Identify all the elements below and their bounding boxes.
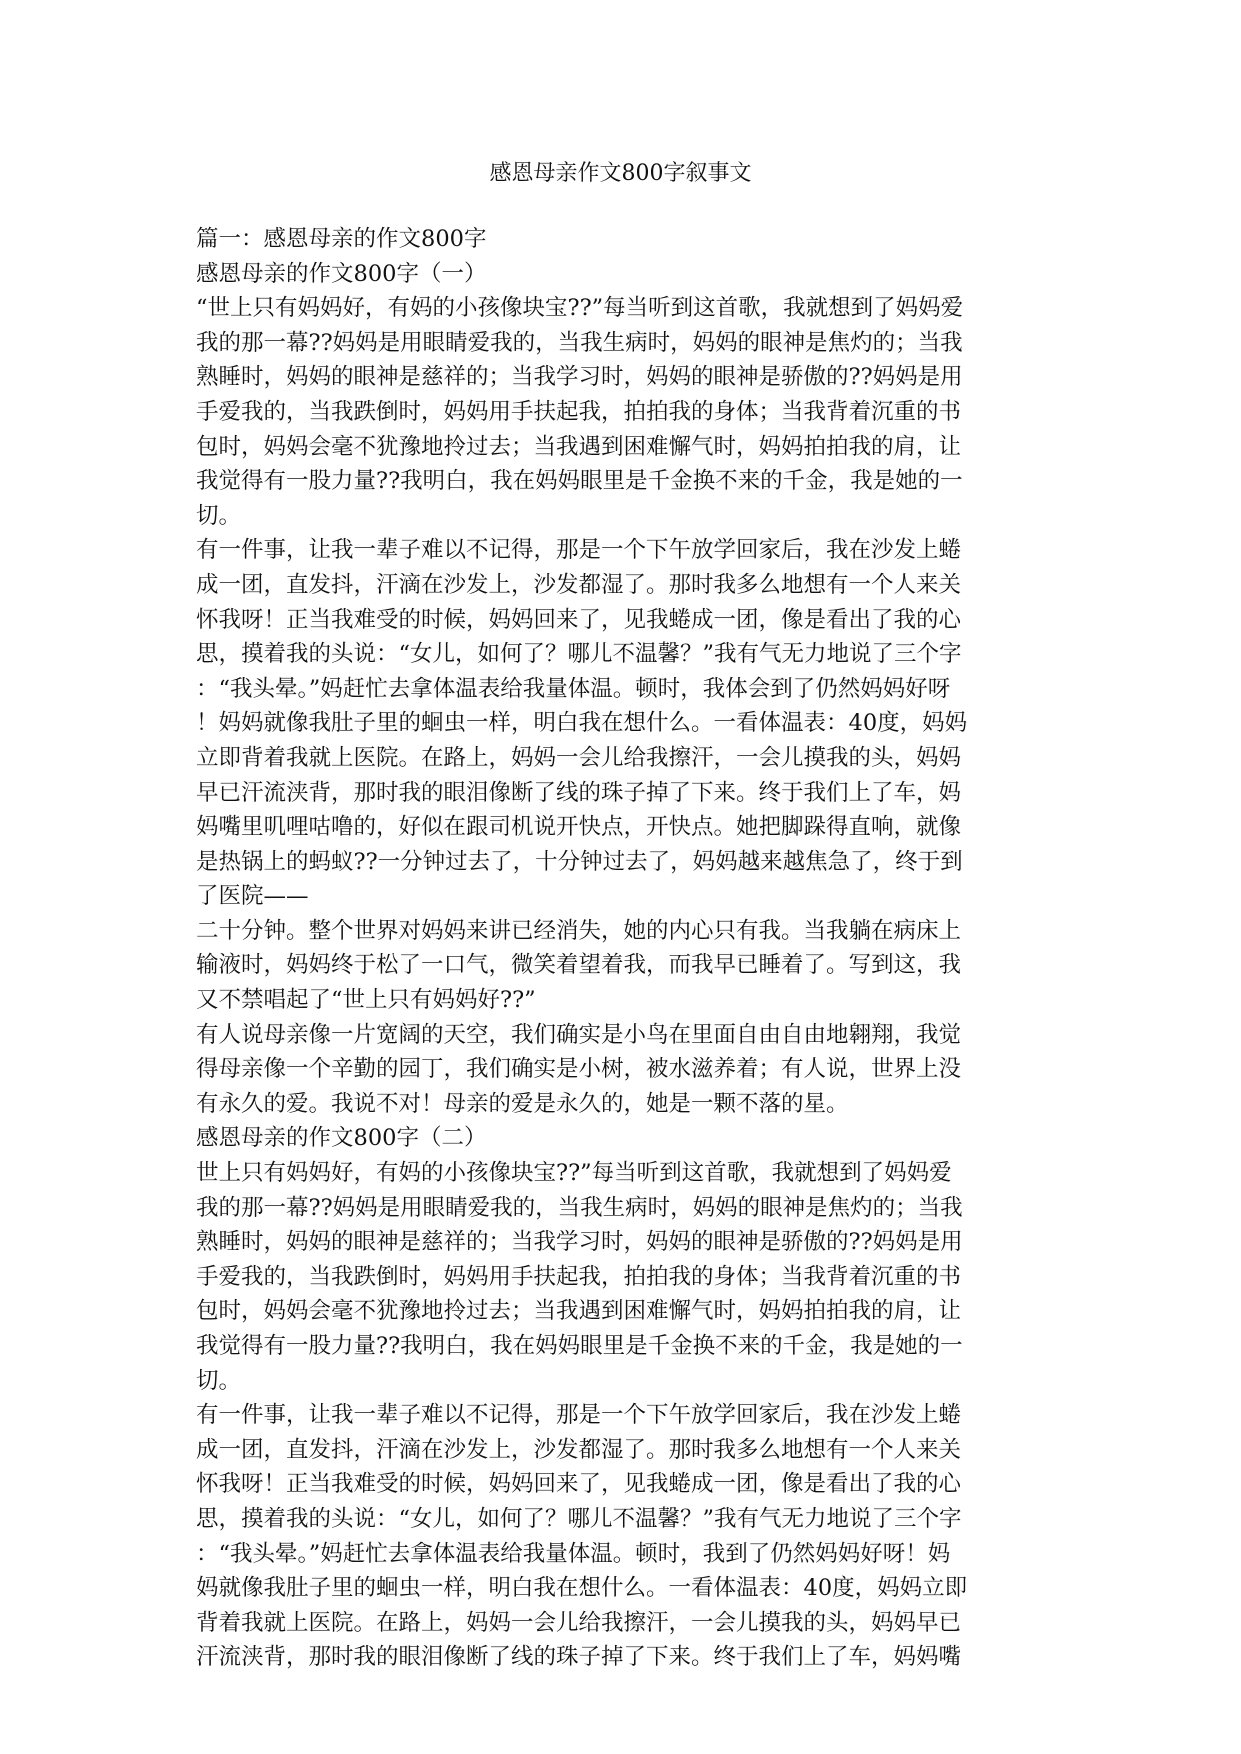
document-body [196,222,1046,1675]
text-line: “世上只有妈妈好，有妈的小孩像块宝??”每当听到这首歌，我就想到了妈妈爱 [196,295,964,322]
text-line: 汗流浃背，那时我的眼泪像断了线的珠子掉了下来。终于我们上了车，妈妈嘴 [196,1644,962,1671]
text-line: 世上只有妈妈好，有妈的小孩像块宝??”每当听到这首歌，我就想到了妈妈爱 [196,1160,952,1187]
text-line: 有永久的爱。我说不对！母亲的爱是永久的，她是一颗不落的星。 [196,1090,849,1117]
text-line: 怀我呀！正当我难受的时候，妈妈回来了，见我蜷成一团，像是看出了我的心 [196,1471,962,1498]
text-line: 早已汗流浃背，那时我的眼泪像断了线的珠子掉了下来。终于我们上了车，妈 [196,779,962,806]
text-line: 得母亲像一个辛勤的园丁，我们确实是小树，被水滋养着；有人说，世界上没 [196,1056,962,1083]
text-line: ！妈妈就像我肚子里的蛔虫一样，明白我在想什么。一看体温表：40度，妈妈 [196,710,968,737]
text-line: 是热锅上的蚂蚁??一分钟过去了，十分钟过去了，妈妈越来越焦急了，终于到 [196,848,963,875]
text-line: 又不禁唱起了“世上只有妈妈好??” [196,987,536,1014]
text-line: 切。 [196,1367,242,1394]
document-title: 感恩母亲作文800字叙事文 [489,161,752,186]
text-line: 我的那一幕??妈妈是用眼睛爱我的，当我生病时，妈妈的眼神是焦灼的；当我 [196,1194,963,1221]
text-line: ：“我头晕。”妈赶忙去拿体温表给我量体温。顿时，我到了仍然妈妈好呀！妈 [196,1540,951,1567]
text-line: 妈嘴里叽哩咕噜的，好似在跟司机说开快点，开快点。她把脚跺得直响，就像 [196,814,962,841]
text-line: 二十分钟。整个世界对妈妈来讲已经消失，她的内心只有我。当我躺在病床上 [196,917,962,944]
text-line: 思，摸着我的头说：“女儿，如何了？哪儿不温馨？”我有气无力地说了三个字 [196,1505,962,1532]
text-line: 篇一：感恩母亲的作文800字 [196,226,487,252]
text-line: 包时，妈妈会毫不犹豫地拎过去；当我遇到困难懈气时，妈妈拍拍我的肩，让 [196,1298,962,1325]
text-line: 我觉得有一股力量??我明白，我在妈妈眼里是千金换不来的千金，我是她的一 [196,468,963,495]
text-line: 感恩母亲的作文800字（二） [196,1125,487,1152]
text-line: 我觉得有一股力量??我明白，我在妈妈眼里是千金换不来的千金，我是她的一 [196,1333,963,1359]
text-line: 有人说母亲像一片宽阔的天空，我们确实是小鸟在里面自由自由地翱翔，我觉 [196,1021,962,1048]
text-line: 怀我呀！正当我难受的时候，妈妈回来了，见我蜷成一团，像是看出了我的心 [196,606,962,633]
text-line: 了医院—— [196,883,309,910]
text-line: 感恩母亲的作文800字（一） [196,260,487,287]
text-line: 手爱我的，当我跌倒时，妈妈用手扶起我，拍拍我的身体；当我背着沉重的书 [196,398,962,425]
text-line: 背着我就上医院。在路上，妈妈一会儿给我擦汗，一会儿摸我的头，妈妈早已 [196,1609,962,1636]
text-line: 有一件事，让我一辈子难以不记得，那是一个下午放学回家后，我在沙发上蜷 [196,1402,962,1429]
text-line: 切。 [196,502,242,529]
text-line: 妈就像我肚子里的蛔虫一样，明白我在想什么。一看体温表：40度，妈妈立即 [196,1575,968,1602]
text-line: 立即背着我就上医院。在路上，妈妈一会儿给我擦汗，一会儿摸我的头，妈妈 [196,744,962,771]
text-line: 包时，妈妈会毫不犹豫地拎过去；当我遇到困难懈气时，妈妈拍拍我的肩，让 [196,433,962,460]
text-line: 成一团，直发抖，汗滴在沙发上，沙发都湿了。那时我多么地想有一个人来关 [196,1436,962,1463]
text-line: 熟睡时，妈妈的眼神是慈祥的；当我学习时，妈妈的眼神是骄傲的??妈妈是用 [196,364,963,391]
text-line: 输液时，妈妈终于松了一口气，微笑着望着我，而我早已睡着了。写到这，我 [196,952,962,979]
text-line: 我的那一幕??妈妈是用眼睛爱我的，当我生病时，妈妈的眼神是焦灼的；当我 [196,329,963,356]
text-line: 手爱我的，当我跌倒时，妈妈用手扶起我，拍拍我的身体；当我背着沉重的书 [196,1263,962,1290]
text-line: 熟睡时，妈妈的眼神是慈祥的；当我学习时，妈妈的眼神是骄傲的??妈妈是用 [196,1229,963,1256]
text-line: ：“我头晕。”妈赶忙去拿体温表给我量体温。顿时，我体会到了仍然妈妈好呀 [196,675,951,702]
text-line: 有一件事，让我一辈子难以不记得，那是一个下午放学回家后，我在沙发上蜷 [196,537,962,564]
text-line: 思，摸着我的头说：“女儿，如何了？哪儿不温馨？”我有气无力地说了三个字 [196,641,962,668]
text-line: 成一团，直发抖，汗滴在沙发上，沙发都湿了。那时我多么地想有一个人来关 [196,571,962,598]
